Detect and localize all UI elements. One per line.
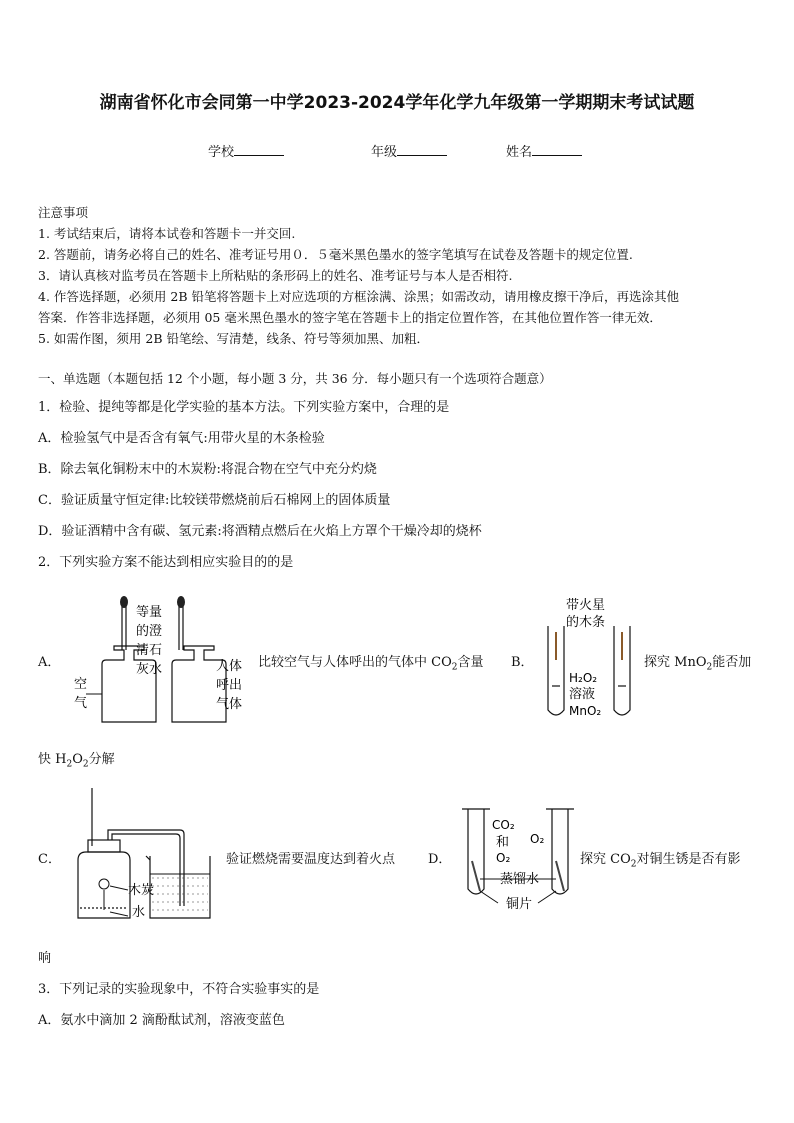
question-1-option-b: B．除去氧化铜粉末中的木炭粉:将混合物在空气中充分灼烧 [38, 462, 377, 477]
question-3-stem: 3．下列记录的实验现象中，不符合实验事实的是 [38, 982, 320, 997]
label: 铜片 [506, 897, 533, 912]
question-2-option-b-desc-wrap: 快 $H_2O_2$分解 [38, 752, 115, 770]
grade-label: 年级 [371, 145, 398, 160]
diagram-test-tubes-mno2 [540, 598, 640, 723]
label: MnO₂ [569, 704, 602, 718]
label: 气 [74, 696, 88, 711]
question-2-option-b-letter: B． [511, 655, 534, 670]
note-item: 3．请认真核对监考员在答题卡上所粘贴的条形码上的姓名、准考证号与本人是否相符. [38, 268, 513, 283]
question-2-option-a-desc: 比较空气与人体呼出的气体中 $CO_2$含量 [258, 655, 484, 673]
label: 人体 [216, 659, 243, 674]
label: CO₂ [492, 818, 515, 832]
question-3-option-a: A．氨水中滴加 2 滴酚酞试剂，溶液变蓝色 [38, 1013, 285, 1028]
name-blank [532, 144, 582, 156]
label: 木炭 [128, 883, 155, 898]
label: O₂ [496, 851, 511, 865]
label: 带火星 [566, 598, 606, 613]
name-label: 姓名 [506, 145, 533, 160]
note-item: 4. 作答选择题，必须用 2B 铅笔将答题卡上对应选项的方框涂满、涂黑；如需改动，请用橡皮擦干净后，再选涂其他 [38, 289, 679, 304]
question-2-option-c-desc: 验证燃烧需要温度达到着火点 [226, 852, 396, 867]
notes-heading: 注意事项 [38, 205, 89, 220]
question-2-option-d-desc: 探究 $CO_2$对铜生锈是否有影 [580, 852, 741, 870]
school-label: 学校 [208, 145, 235, 160]
label: 水 [132, 905, 146, 920]
label: 溶液 [569, 687, 596, 702]
grade-blank [397, 144, 447, 156]
label: 的木条 [566, 615, 606, 630]
school-blank [234, 144, 284, 156]
question-2-option-d-letter: D． [428, 852, 452, 867]
section-heading: 一、单选题（本题包括 12 个小题，每小题 3 分，共 36 分．每小题只有一个选项符合题意） [38, 371, 552, 386]
note-item: 1. 考试结束后，请将本试卷和答题卡一并交回. [38, 226, 296, 241]
diagram-copper-rust [462, 805, 577, 915]
question-2-option-a-letter: A． [38, 655, 61, 670]
grade-field [371, 141, 447, 160]
label: 蒸馏水 [500, 872, 540, 887]
label: 空 [74, 677, 88, 692]
question-2-option-c-letter: C． [38, 852, 61, 867]
name-field [506, 141, 582, 160]
question-2-option-b-desc: 探究 MnO$_2$能否加 [644, 655, 752, 673]
question-2-option-d-desc-wrap: 响 [38, 951, 52, 966]
label: 气体 [216, 697, 243, 712]
label: 和 [496, 835, 510, 850]
label: 灰水 [136, 662, 163, 677]
label: 的澄 [136, 624, 163, 639]
page-title: 湖南省怀化市会同第一中学2023-2024学年化学九年级第一学期期末考试试题 [99, 93, 695, 113]
note-item: 答案．作答非选择题，必须用 05 毫米黑色墨水的签字笔在答题卡上的指定位置作答，在其他位置作答一律无效． [38, 310, 662, 325]
question-1-option-a: A．检验氢气中是否含有氧气:用带火星的木条检验 [38, 431, 325, 446]
label: H₂O₂ [569, 671, 598, 685]
label: 呼出 [216, 678, 243, 693]
diagram-charcoal-combustion [70, 786, 220, 926]
question-1-stem: 1．检验、提纯等都是化学实验的基本方法。下列实验方案中，合理的是 [38, 400, 450, 415]
note-item: 5. 如需作图，须用 2B 铅笔绘、写清楚，线条、符号等须加黑、加粗． [38, 331, 429, 346]
label: O₂ [530, 832, 545, 846]
label: 等量 [136, 605, 163, 620]
question-2-stem: 2．下列实验方案不能达到相应实验目的的是 [38, 555, 294, 570]
note-item: 2. 答题前，请务必将自己的姓名、准考证号用０．５毫米黑色墨水的签字笔填写在试卷及答题卡的规定位置. [38, 247, 633, 262]
question-1-option-c: C．验证质量守恒定律:比较镁带燃烧前后石棉网上的固体质量 [38, 493, 391, 508]
label: 清石 [136, 643, 163, 658]
diagram-bottles-limewater [60, 592, 250, 727]
question-1-option-d: D．验证酒精中含有碳、氢元素:将酒精点燃后在火焰上方罩个干燥冷却的烧杯 [38, 524, 482, 539]
school-field [208, 141, 284, 160]
